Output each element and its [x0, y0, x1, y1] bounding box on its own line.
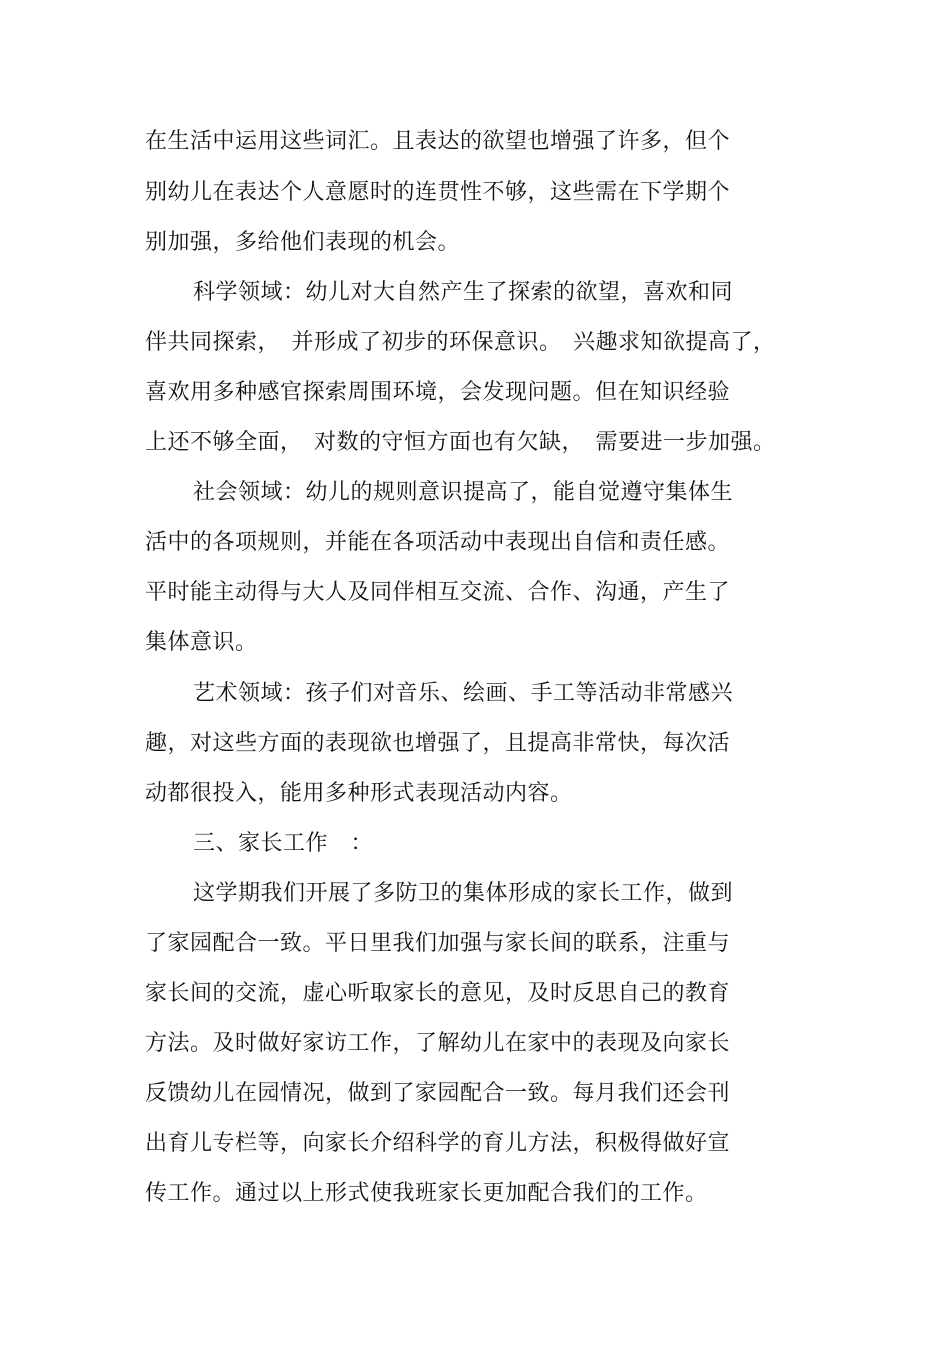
text-line: 传工作。通过以上形式使我班家长更加配合我们的工作。	[145, 1181, 708, 1206]
text-line: 动都很投入，能用多种形式表现活动内容。	[145, 781, 573, 806]
text-line: 别加强，多给他们表现的机会。	[145, 230, 461, 255]
text-line: 平时能主动得与大人及同伴相互交流、合作、沟通，产生了	[145, 580, 731, 605]
text-line: 上还不够全面， 对数的守恒方面也有欠缺， 需要进一步加强。	[145, 430, 776, 455]
section-heading: 三、家长工作 ：	[193, 831, 374, 856]
text-line: 喜欢用多种感官探索周围环境，会发现问题。但在知识经验	[145, 380, 731, 405]
text-line: 在生活中运用这些词汇。且表达的欲望也增强了许多，但个	[145, 129, 731, 154]
text-line: 反馈幼儿在园情况，做到了家园配合一致。每月我们还会刊	[145, 1081, 731, 1106]
text-line: 家长间的交流，虚心听取家长的意见，及时反思自己的教育	[145, 981, 731, 1006]
art-paragraph-start: 艺术领域：孩子们对音乐、绘画、手工等活动非常感兴	[193, 681, 734, 706]
text-line: 活中的各项规则，并能在各项活动中表现出自信和责任感。	[145, 530, 731, 555]
text-line: 别幼儿在表达个人意愿时的连贯性不够，这些需在下学期个	[145, 180, 731, 205]
text-line: 了家园配合一致。平日里我们加强与家长间的联系，注重与	[145, 931, 731, 956]
text-line: 趣，对这些方面的表现欲也增强了，且提高非常快，每次活	[145, 731, 731, 756]
science-paragraph-start: 科学领域：幼儿对大自然产生了探索的欲望，喜欢和同	[193, 280, 734, 305]
text-line: 集体意识。	[145, 630, 258, 655]
parent-work-paragraph-start: 这学期我们开展了多防卫的集体形成的家长工作，做到	[193, 881, 734, 906]
text-line: 方法。及时做好家访工作，了解幼儿在家中的表现及向家长	[145, 1031, 731, 1056]
text-line: 伴共同探索， 并形成了初步的环保意识。 兴趣求知欲提高了，	[145, 330, 776, 355]
text-line: 出育儿专栏等，向家长介绍科学的育儿方法，积极得做好宣	[145, 1131, 731, 1156]
society-paragraph-start: 社会领域：幼儿的规则意识提高了，能自觉遵守集体生	[193, 480, 734, 505]
